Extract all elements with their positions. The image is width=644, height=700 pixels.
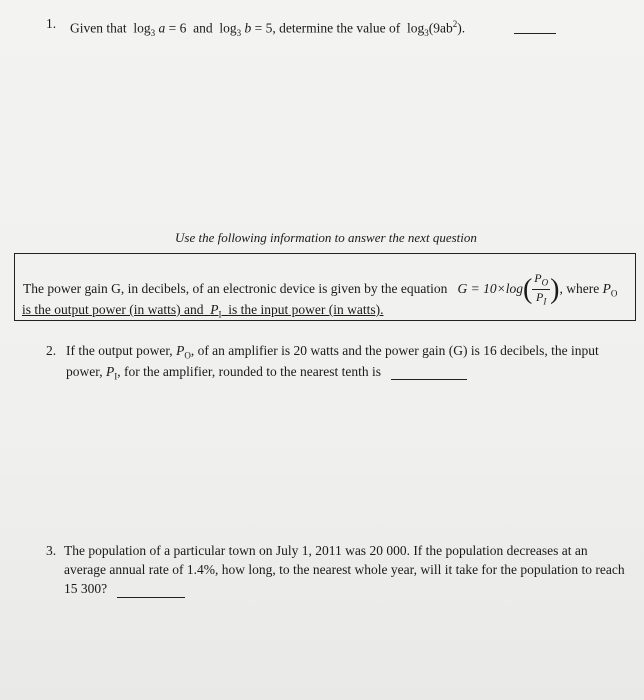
frac-top-var: P xyxy=(534,271,542,285)
q2-line1-b: , of an amplifier is 20 watts and the power gain (G) is 16 decibels, the input xyxy=(190,343,599,358)
q1-cond1-arg: a xyxy=(158,20,166,36)
q2-var1: P xyxy=(176,343,185,358)
info-line1-text: The power gain G, in decibels, of an electronic device is given by the equation xyxy=(23,280,448,296)
q1-answer-blank[interactable] xyxy=(514,32,556,34)
q1-cond2-base: 3 xyxy=(236,28,242,39)
info-line2 xyxy=(22,302,383,320)
q2-line2-a: power, xyxy=(66,364,103,379)
q3-line1: The population of a particular town on July 1, 2011 was 20 000. If the population decreases at an xyxy=(64,543,588,558)
q2-line2 xyxy=(66,362,381,387)
info-line2-sub: I xyxy=(218,309,222,320)
q1-target-arg-open: (9ab xyxy=(428,20,453,36)
q1-prefix: Given that xyxy=(70,20,127,36)
instruction-text: Use the following information to answer the next question xyxy=(175,230,477,245)
q1-number: 1. xyxy=(46,16,57,31)
q1-target-base: 3 xyxy=(424,28,429,39)
info-line2-part2: is the input power (in watts). xyxy=(228,302,384,317)
q2-line2-b: , for the amplifier, rounded to the nearest tenth is xyxy=(117,364,381,379)
q2-line1-a: If the output power, xyxy=(66,343,173,358)
q2-var2: P xyxy=(105,364,115,379)
q1-cond2-log: log xyxy=(219,20,237,36)
q1-and: and xyxy=(193,20,213,36)
q3-line3: 15 300? xyxy=(64,581,108,596)
q1-target-exp: 2 xyxy=(452,19,458,29)
info-equation-lhs: G = 10×log xyxy=(457,280,523,296)
q2-var1-sub: O xyxy=(184,350,191,361)
paren-close: ) xyxy=(550,273,560,305)
q1-text xyxy=(70,14,465,43)
paren-open: ( xyxy=(522,273,533,305)
q1-target-log: log xyxy=(406,20,425,36)
q2-number: 2. xyxy=(46,343,57,358)
q3-number: 3. xyxy=(46,543,57,558)
info-where-sub: O xyxy=(610,288,618,299)
info-line2-part1: is the output power (in watts) and xyxy=(22,302,204,317)
q1-cond2-value: = 5 xyxy=(254,20,273,36)
info-where-var: P xyxy=(602,280,611,296)
q1-cond1-log: log xyxy=(133,20,151,36)
q2-answer-blank[interactable] xyxy=(391,378,467,380)
q2-var2-sub: I xyxy=(114,371,118,382)
frac-top-sub: O xyxy=(541,277,549,288)
q1-cond2-arg: b xyxy=(244,20,252,36)
q1-cond1-value: = 6 xyxy=(168,20,187,36)
q1-middle: , determine the value of xyxy=(272,20,401,36)
q1-target-arg-close: ). xyxy=(457,20,466,36)
q3-line2: average annual rate of 1.4%, how long, to the nearest whole year, will it take for the population to reach xyxy=(64,562,625,577)
frac-bot-sub: I xyxy=(543,296,547,307)
info-fraction xyxy=(532,271,550,309)
info-where-text: , where xyxy=(559,280,600,296)
frac-bot-var: P xyxy=(536,290,544,305)
q3-answer-blank[interactable] xyxy=(117,596,185,598)
info-line2-var: P xyxy=(210,302,219,317)
q1-cond1-base: 3 xyxy=(150,28,156,39)
